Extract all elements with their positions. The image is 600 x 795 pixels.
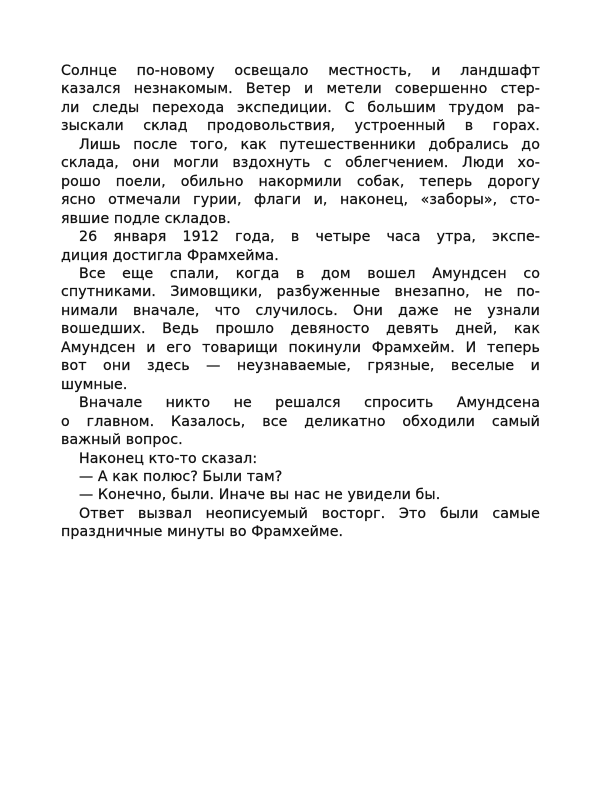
text-line: зыскали склад продовольствия, устроенный в горах. [61,118,540,135]
text-line: склада, они могли вздохнуть с облегчением. Люди хо- [61,155,540,172]
text-line: Все еще спали, когда в дом вошел Амундсен со [79,265,540,282]
text-line: важный вопрос. [61,432,183,449]
text-line: Ответ вызвал неописуемый восторг. Это были самые [79,505,540,522]
text-line: вошедших. Ведь прошло девяносто девять дней, как [61,321,540,338]
text-line: спутниками. Зимовщики, разбуженные внезапно, не по- [61,284,540,301]
text-line: 26 января 1912 года, в четыре часа утра, экспе- [79,229,540,246]
text-line: Вначале никто не решался спросить Амундсена [79,395,540,412]
text-line: праздничные минуты во Фрамхейме. [61,524,344,541]
text-line: о главном. Казалось, все деликатно обходили самый [61,413,540,430]
text-line: — Конечно, были. Иначе вы нас не увидели бы. [79,487,441,504]
text-line: ли следы перехода экспедиции. С большим трудом ра- [61,99,540,116]
text-line: нимали вначале, что случилось. Они даже не узнали [61,302,540,319]
text-line: явшие подле складов. [61,210,231,227]
text-line: рошо поели, обильно накормили собак, теперь дорогу [61,173,540,190]
text-line: ясно отмечали гурии, флаги и, наконец, «заборы», сто- [61,192,540,209]
text-line: диция достигла Фрамхейма. [61,247,279,264]
text-line: Наконец кто-то сказал: [79,450,258,467]
text-line: — А как полюс? Были там? [79,468,283,485]
text-line: Солнце по-новому освещало местность, и ландшафт [61,63,540,79]
text-line: шумные. [61,376,128,393]
text-line: казался незнакомым. Ветер и метели совершенно стер- [61,81,540,98]
text-line: Лишь после того, как путешественники добрались до [79,136,540,153]
text-line: вот они здесь — неузнаваемые, грязные, веселые и [61,358,540,375]
book-page-text [61,62,540,542]
text-line: Амундсен и его товарищи покинули Фрамхейм. И теперь [61,339,540,356]
